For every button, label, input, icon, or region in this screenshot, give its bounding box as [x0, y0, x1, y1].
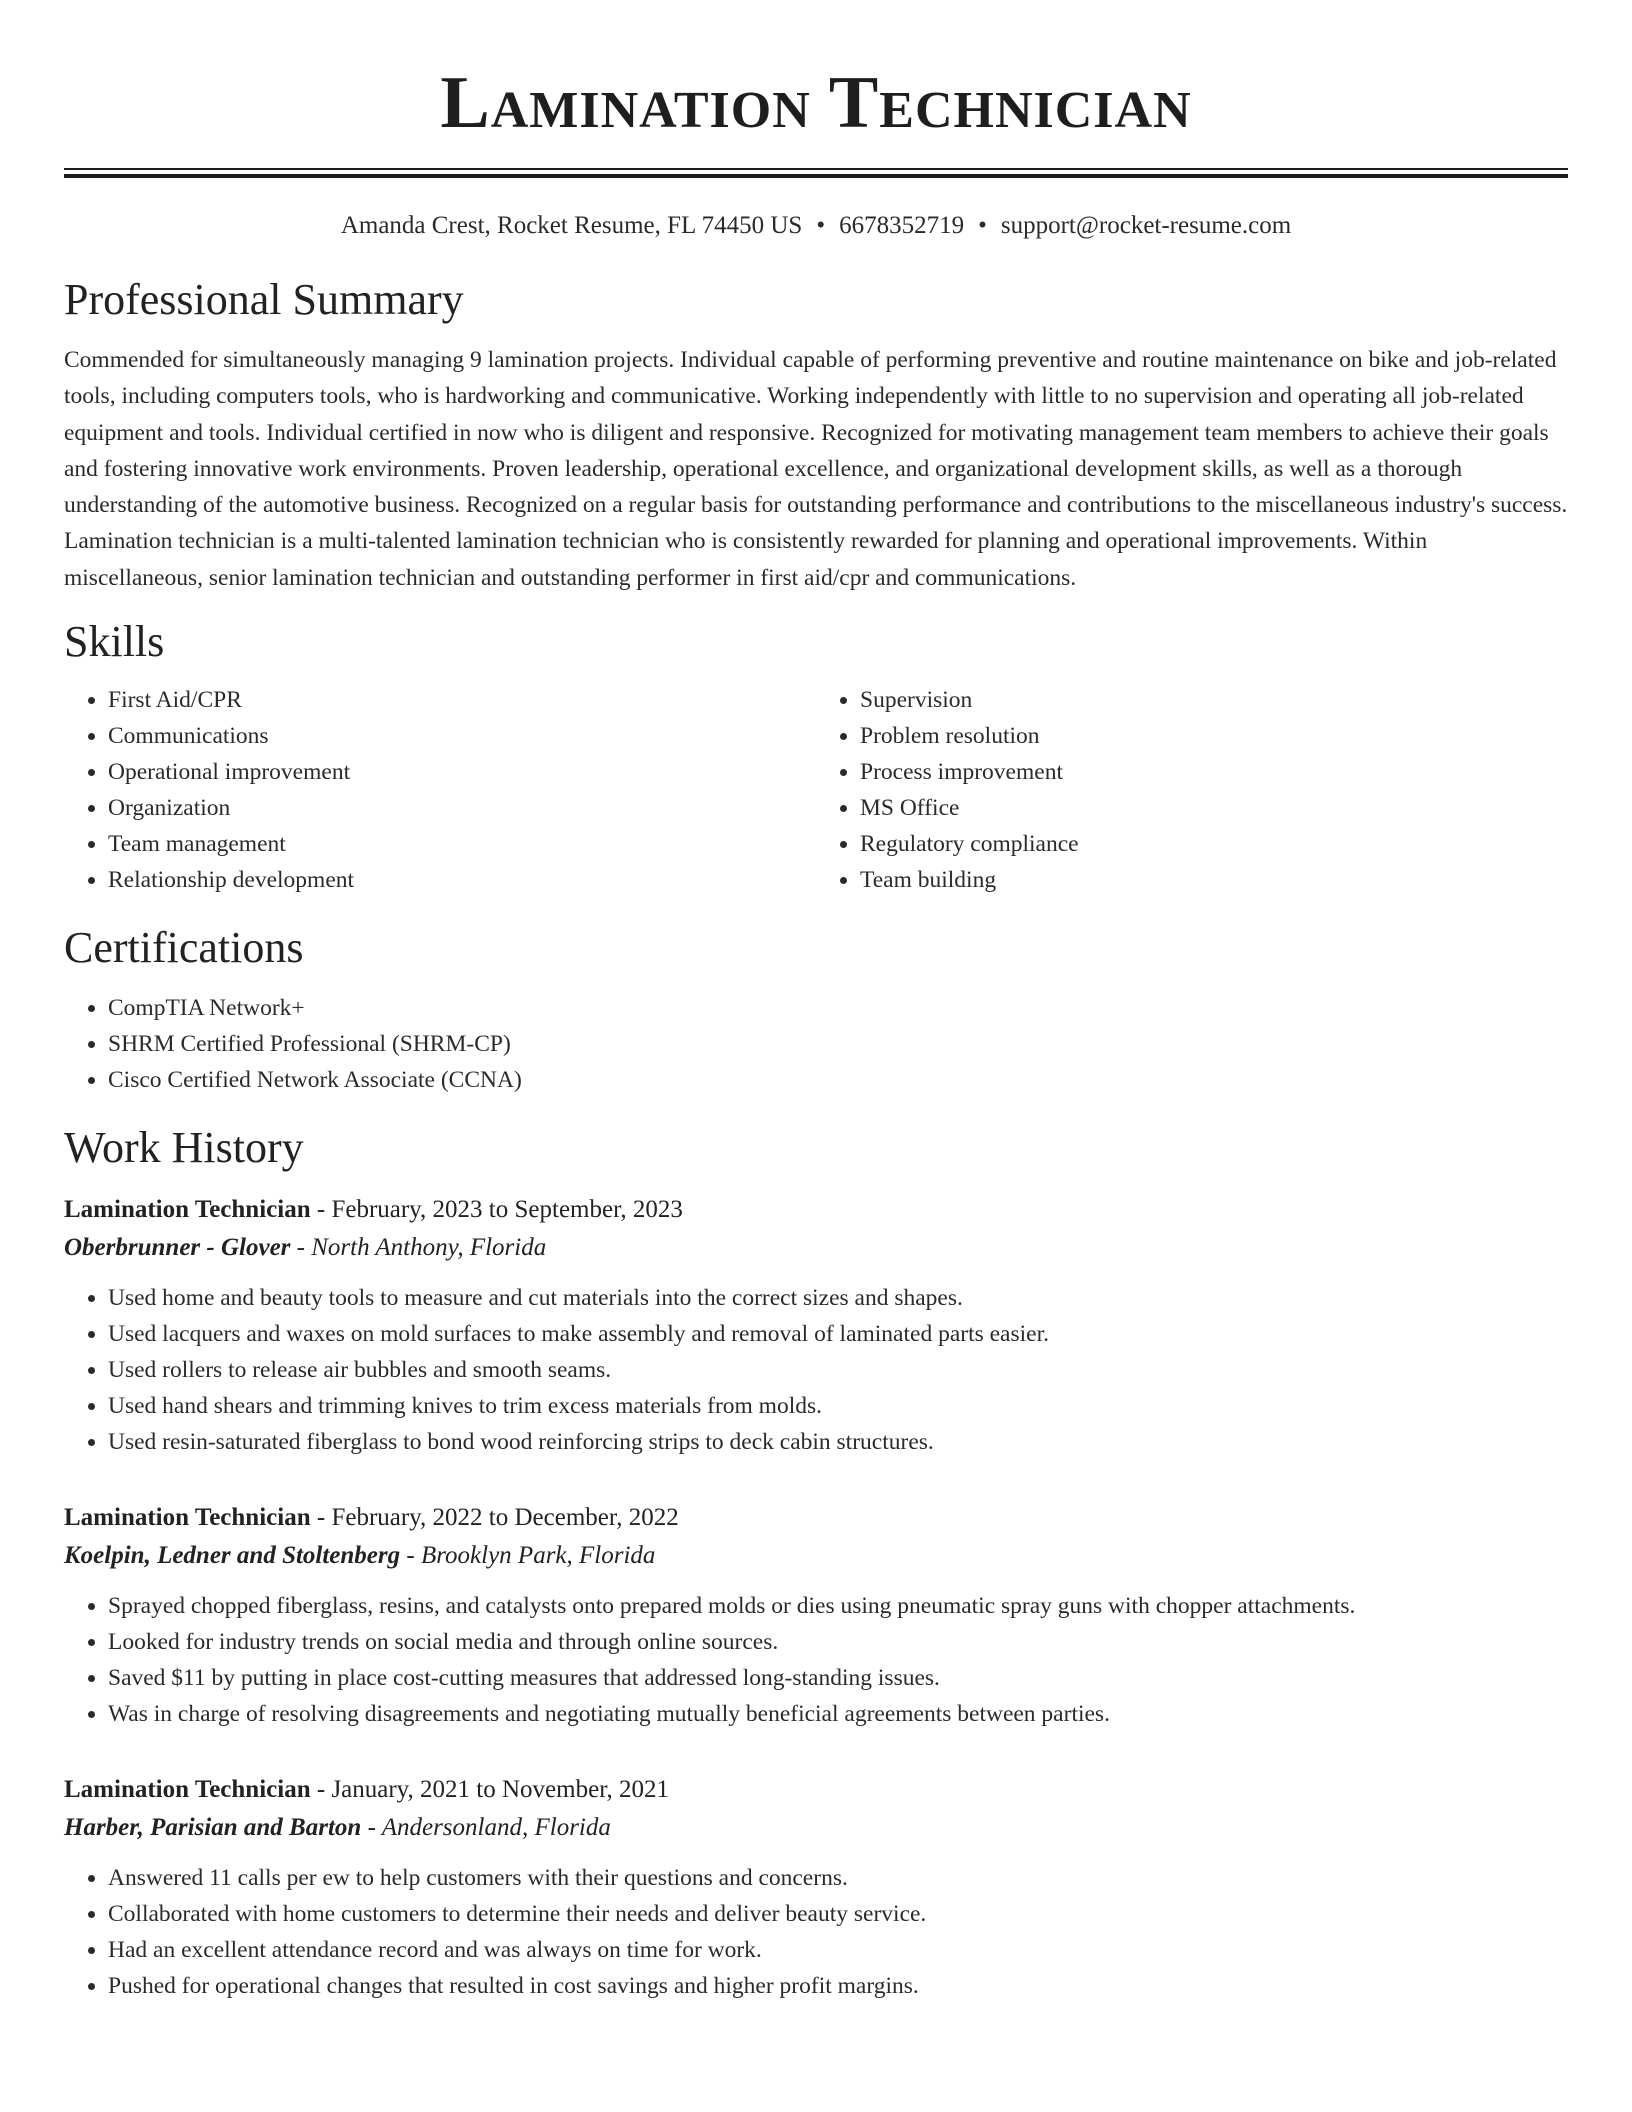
contact-separator: •	[816, 212, 826, 239]
job-bullet: • Was in charge of resolving disagreements and negotiating mutually beneficial agreements between parties.	[108, 1696, 1568, 1732]
certifications-list	[64, 990, 1568, 1098]
job-bullet: • Looked for industry trends on social media and through online sources.	[108, 1624, 1568, 1660]
job-location: Brooklyn Park, Florida	[420, 1542, 656, 1570]
dash: -	[316, 1196, 326, 1224]
contact-address: Amanda Crest, Rocket Resume, FL 74450 US	[340, 212, 803, 239]
job-location: North Anthony, Florida	[311, 1234, 547, 1262]
job-entry	[64, 1192, 1568, 1460]
job-dates: February, 2023 to September, 2023	[331, 1196, 683, 1224]
job-location: Andersonland, Florida	[381, 1814, 611, 1842]
certification-item: • SHRM Certified Professional (SHRM-CP)	[108, 1026, 1568, 1062]
job-bullets	[64, 1860, 1568, 2004]
skill-item: • First Aid/CPR	[108, 682, 816, 718]
dash: -	[296, 1234, 305, 1262]
dash: -	[316, 1504, 326, 1532]
job-dates: January, 2021 to November, 2021	[331, 1776, 670, 1804]
job-bullet: • Sprayed chopped fiberglass, resins, and catalysts onto prepared molds or dies using pneumatic spray guns with chopper attachments.	[108, 1588, 1568, 1624]
job-company: Koelpin, Ledner and Stoltenberg	[64, 1542, 401, 1570]
header-divider	[64, 168, 1568, 178]
skills-list-right	[816, 682, 1568, 898]
job-company-line	[64, 1808, 1568, 1848]
page-title: Lamination Technician	[440, 62, 1192, 144]
skill-item: • Communications	[108, 718, 816, 754]
job-bullet: • Pushed for operational changes that resulted in cost savings and higher profit margins.	[108, 1968, 1568, 2004]
dash: -	[367, 1814, 376, 1842]
job-bullet: • Used resin-saturated fiberglass to bond wood reinforcing strips to deck cabin structures.	[108, 1424, 1568, 1460]
skill-item: • Supervision	[860, 682, 1568, 718]
job-title-line	[64, 1772, 1568, 1808]
skills-list-left	[64, 682, 816, 898]
certification-item: • CompTIA Network+	[108, 990, 1568, 1026]
job-title-line	[64, 1500, 1568, 1536]
job-company: Oberbrunner - Glover	[64, 1234, 291, 1262]
contact-phone: 6678352719	[839, 212, 965, 239]
job-bullet: • Used rollers to release air bubbles and smooth seams.	[108, 1352, 1568, 1388]
job-company-line	[64, 1536, 1568, 1576]
job-bullet: • Had an excellent attendance record and was always on time for work.	[108, 1932, 1568, 1968]
contact-line	[64, 210, 1568, 242]
skill-item: • Relationship development	[108, 862, 816, 898]
section-heading-certifications: Certifications	[64, 923, 304, 973]
job-company-line	[64, 1228, 1568, 1268]
dash: -	[406, 1542, 415, 1570]
job-title: Lamination Technician	[64, 1776, 311, 1804]
section-heading-summary: Professional Summary	[64, 275, 464, 324]
skill-item: • Operational improvement	[108, 754, 816, 790]
skill-item: • Regulatory compliance	[860, 826, 1568, 862]
job-bullets	[64, 1588, 1568, 1732]
summary-text: Commended for simultaneously managing 9 lamination projects. Individual capable of performing preventive and routine maintenance on bike and job-related tools, including computers tools, who is hardworking and communicative. Working independently with little to no supervision and operating all job-related equipment and tools. Individual certified in now who is diligent and responsive. Recognized for motivating management team members to achieve their goals and fostering innovative work environments. Proven leadership, operational excellence, and organizational development skills, as well as a thorough understanding of the automotive business. Recognized on a regular basis for outstanding performance and contributions to the miscellaneous industry's success. Lamination technician is a multi-talented lamination technician who is consistently rewarded for planning and operational improvements. Within miscellaneous, senior lamination technician and outstanding performer in first aid/cpr and communications.	[64, 347, 1568, 591]
job-title-line	[64, 1192, 1568, 1228]
job-entry	[64, 1500, 1568, 1732]
skill-item: • Problem resolution	[860, 718, 1568, 754]
section-heading-skills: Skills	[64, 617, 165, 667]
job-bullet: • Saved $11 by putting in place cost-cutting measures that addressed long-standing issues.	[108, 1660, 1568, 1696]
contact-separator: •	[978, 212, 987, 239]
job-bullets	[64, 1280, 1568, 1460]
job-bullet: • Used lacquers and waxes on mold surfaces to make assembly and removal of laminated parts easier.	[108, 1316, 1568, 1352]
contact-email: support@rocket-resume.com	[1000, 212, 1292, 239]
skills-columns	[64, 682, 1568, 898]
job-company: Harber, Parisian and Barton	[64, 1814, 362, 1842]
skill-item: • Team building	[860, 862, 1568, 898]
skill-item: • Organization	[108, 790, 816, 826]
job-title: Lamination Technician	[64, 1196, 311, 1224]
section-heading-work-history: Work History	[64, 1123, 304, 1173]
job-bullet: • Collaborated with home customers to determine their needs and deliver beauty service.	[108, 1896, 1568, 1932]
job-bullet: • Used home and beauty tools to measure and cut materials into the correct sizes and shapes.	[108, 1280, 1568, 1316]
skill-item: • Team management	[108, 826, 816, 862]
dash: -	[316, 1776, 326, 1804]
job-title: Lamination Technician	[64, 1504, 311, 1532]
certification-item: • Cisco Certified Network Associate (CCNA)	[108, 1062, 1568, 1098]
job-dates: February, 2022 to December, 2022	[331, 1504, 679, 1532]
job-bullet: • Used hand shears and trimming knives to trim excess materials from molds.	[108, 1388, 1568, 1424]
job-entry	[64, 1772, 1568, 2004]
skill-item: • Process improvement	[860, 754, 1568, 790]
job-bullet: • Answered 11 calls per ew to help customers with their questions and concerns.	[108, 1860, 1568, 1896]
skill-item: • MS Office	[860, 790, 1568, 826]
